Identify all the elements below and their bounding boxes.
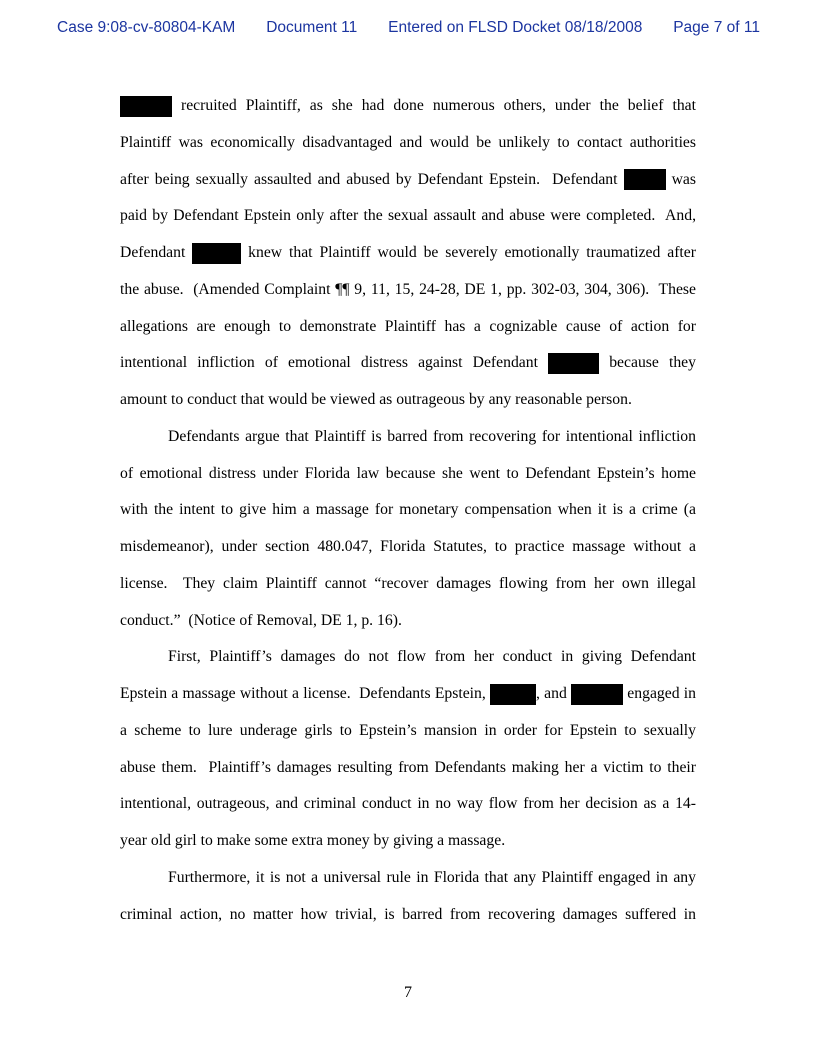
text-line: year old girl to make some extra money by giving a massage. — [120, 832, 506, 849]
redaction-box — [192, 243, 241, 264]
text-line: Defendants argue that Plaintiff is barred from recovering for intentional infliction — [168, 427, 696, 445]
docket-header — [57, 17, 760, 39]
docket-entered-date: Entered on FLSD Docket 08/18/2008 — [388, 19, 643, 36]
text-line: intentional, outrageous, and criminal conduct in no way flow from her decision as a 14- — [120, 795, 696, 813]
document-body — [120, 88, 696, 933]
text-line: paid by Defendant Epstein only after the sexual assault and abuse were completed. And, — [120, 207, 696, 225]
docket-page-count: Page 7 of 11 — [673, 19, 760, 36]
text-line: after being sexually assaulted and abused by Defendant Epstein. Defendant was — [120, 162, 696, 199]
docket-case-number: Case 9:08-cv-80804-KAM — [57, 19, 236, 36]
text-line: license. They claim Plaintiff cannot “recover damages flowing from her own illegal — [120, 574, 696, 592]
text-line: Defendant knew that Plaintiff would be severely emotionally traumatized after — [120, 235, 696, 272]
text-line: intentional infliction of emotional distress against Defendant because they — [120, 345, 696, 382]
redaction-box — [624, 169, 666, 190]
text-line: allegations are enough to demonstrate Plaintiff has a cognizable cause of action for — [120, 317, 696, 335]
redaction-box — [120, 96, 172, 117]
redaction-box — [548, 353, 599, 374]
text-line: Furthermore, it is not a universal rule in Florida that any Plaintiff engaged in any — [168, 868, 696, 886]
text-line: Epstein a massage without a license. Defendants Epstein, , and engaged in — [120, 676, 696, 713]
text-line: recruited Plaintiff, as she had done numerous others, under the belief that — [120, 88, 696, 125]
text-line: First, Plaintiff’s damages do not flow from her conduct in giving Defendant — [168, 648, 696, 666]
redaction-box — [571, 684, 623, 705]
text-line: of emotional distress under Florida law because she went to Defendant Epstein’s home — [120, 464, 696, 482]
page-footer — [0, 984, 816, 1002]
docket-document-number: Document 11 — [266, 19, 358, 36]
redaction-box — [490, 684, 536, 705]
text-line: a scheme to lure underage girls to Epstein’s mansion in order for Epstein to sexually — [120, 721, 696, 739]
text-line: amount to conduct that would be viewed as outrageous by any reasonable person. — [120, 391, 632, 408]
text-line: criminal action, no matter how trivial, is barred from recovering damages suffered in — [120, 905, 696, 923]
text-line: with the intent to give him a massage for monetary compensation when it is a crime (a — [120, 501, 696, 519]
page-number: 7 — [404, 984, 412, 1001]
text-line: misdemeanor), under section 480.047, Florida Statutes, to practice massage without a — [120, 538, 696, 555]
text-line: Plaintiff was economically disadvantaged and would be unlikely to contact authorities — [120, 133, 696, 151]
text-line: the abuse. (Amended Complaint ¶¶ 9, 11, 15, 24-28, DE 1, pp. 302-03, 304, 306). These — [120, 280, 696, 298]
text-line: abuse them. Plaintiff’s damages resulting from Defendants making her a victim to their — [120, 758, 696, 776]
text-line: conduct.” (Notice of Removal, DE 1, p. 16). — [120, 611, 402, 629]
